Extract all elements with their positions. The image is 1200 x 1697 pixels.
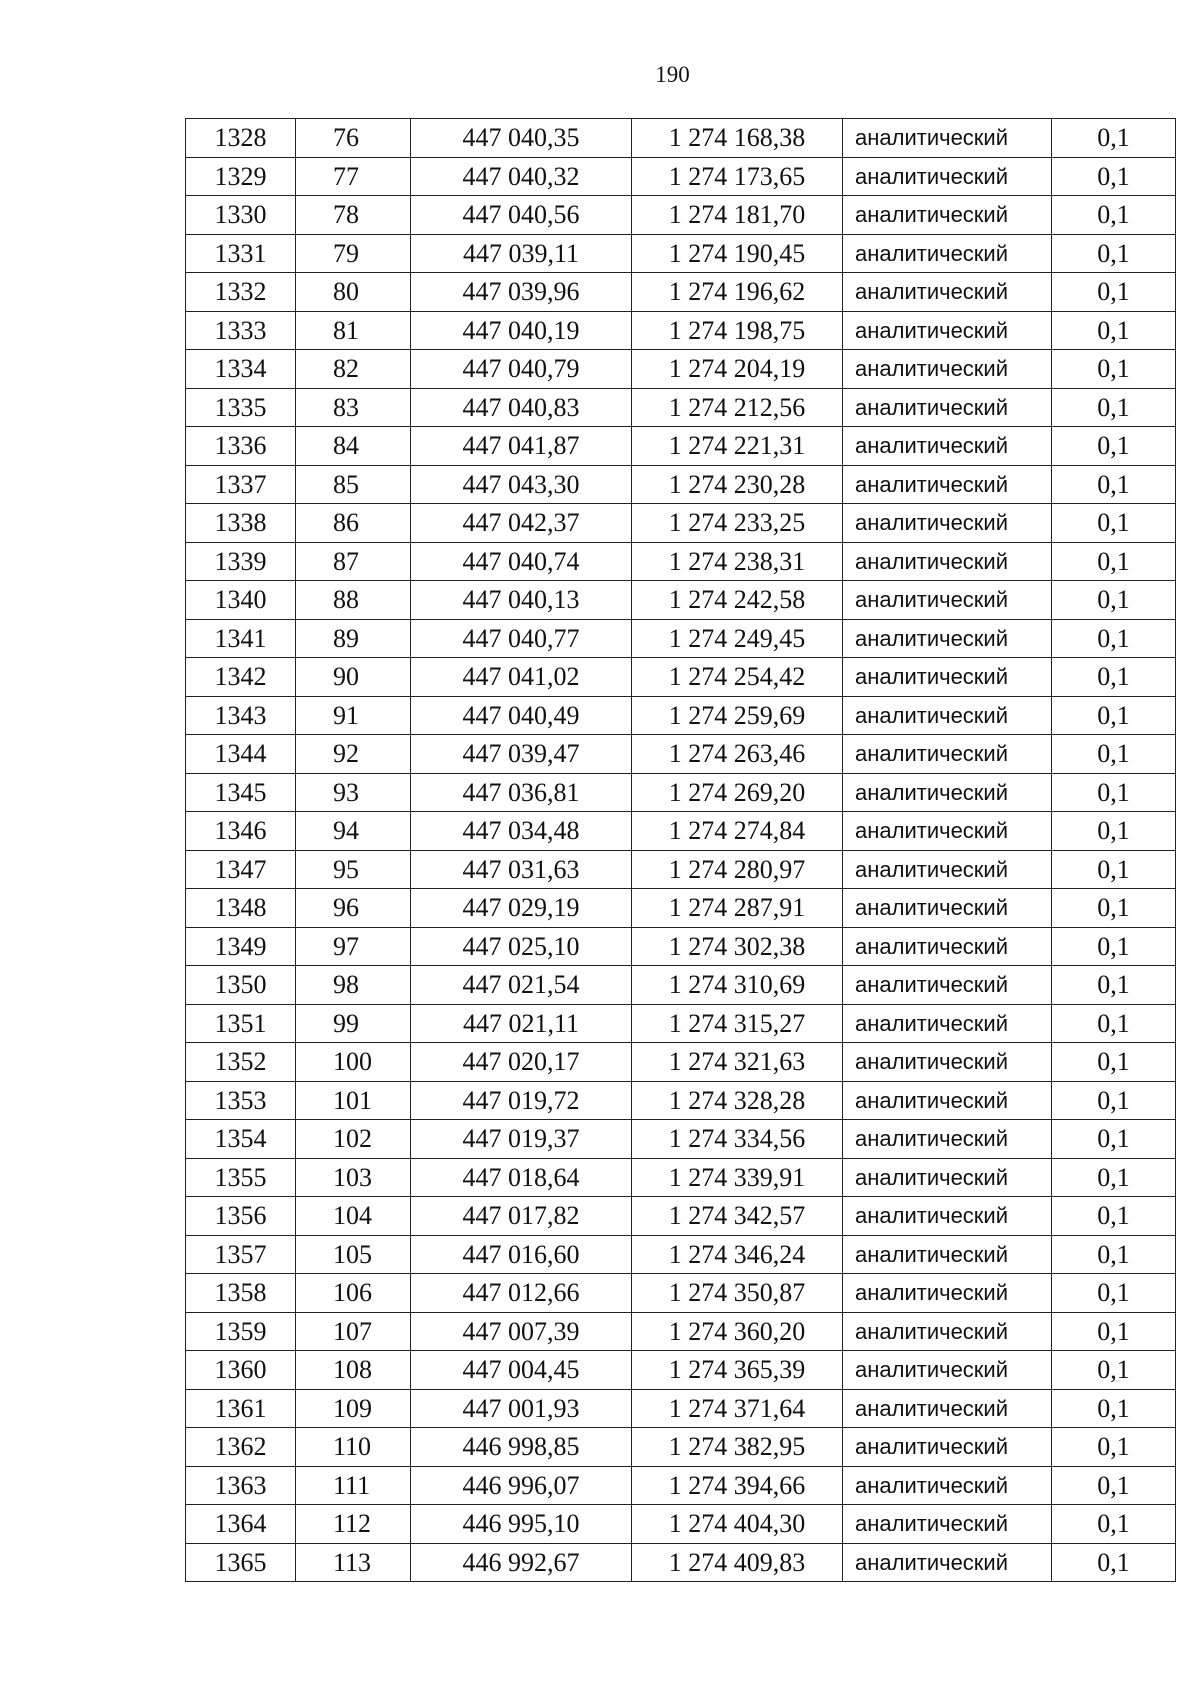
row-number-cell: 1356 — [186, 1197, 296, 1236]
point-number-cell: 92 — [296, 735, 411, 774]
y-coordinate-cell: 1 274 230,28 — [632, 465, 843, 504]
point-number-cell: 81 — [296, 311, 411, 350]
point-number-cell: 83 — [296, 388, 411, 427]
y-coordinate-cell: 1 274 339,91 — [632, 1158, 843, 1197]
point-number-cell: 89 — [296, 619, 411, 658]
method-cell: аналитический — [843, 1004, 1052, 1043]
point-number-cell: 84 — [296, 427, 411, 466]
y-coordinate-cell: 1 274 365,39 — [632, 1351, 843, 1390]
y-coordinate-cell: 1 274 233,25 — [632, 504, 843, 543]
row-number-cell: 1354 — [186, 1120, 296, 1159]
row-number-cell: 1349 — [186, 927, 296, 966]
accuracy-cell: 0,1 — [1052, 196, 1176, 235]
y-coordinate-cell: 1 274 198,75 — [632, 311, 843, 350]
row-number-cell: 1361 — [186, 1389, 296, 1428]
table-row — [186, 388, 1176, 427]
accuracy-cell: 0,1 — [1052, 388, 1176, 427]
method-cell: аналитический — [843, 658, 1052, 697]
table-row — [186, 1081, 1176, 1120]
table-row — [186, 1312, 1176, 1351]
row-number-cell: 1344 — [186, 735, 296, 774]
x-coordinate-cell: 446 995,10 — [411, 1505, 632, 1544]
row-number-cell: 1365 — [186, 1543, 296, 1582]
table-row — [186, 1389, 1176, 1428]
y-coordinate-cell: 1 274 196,62 — [632, 273, 843, 312]
method-cell: аналитический — [843, 234, 1052, 273]
point-number-cell: 99 — [296, 1004, 411, 1043]
method-cell: аналитический — [843, 773, 1052, 812]
accuracy-cell: 0,1 — [1052, 1158, 1176, 1197]
x-coordinate-cell: 446 998,85 — [411, 1428, 632, 1467]
row-number-cell: 1351 — [186, 1004, 296, 1043]
row-number-cell: 1339 — [186, 542, 296, 581]
row-number-cell: 1332 — [186, 273, 296, 312]
point-number-cell: 112 — [296, 1505, 411, 1544]
y-coordinate-cell: 1 274 302,38 — [632, 927, 843, 966]
y-coordinate-cell: 1 274 350,87 — [632, 1274, 843, 1313]
accuracy-cell: 0,1 — [1052, 273, 1176, 312]
method-cell: аналитический — [843, 1543, 1052, 1582]
row-number-cell: 1335 — [186, 388, 296, 427]
method-cell: аналитический — [843, 1197, 1052, 1236]
y-coordinate-cell: 1 274 204,19 — [632, 350, 843, 389]
x-coordinate-cell: 447 040,77 — [411, 619, 632, 658]
method-cell: аналитический — [843, 273, 1052, 312]
y-coordinate-cell: 1 274 269,20 — [632, 773, 843, 812]
point-number-cell: 88 — [296, 581, 411, 620]
row-number-cell: 1358 — [186, 1274, 296, 1313]
x-coordinate-cell: 447 040,32 — [411, 157, 632, 196]
method-cell: аналитический — [843, 1312, 1052, 1351]
y-coordinate-cell: 1 274 346,24 — [632, 1235, 843, 1274]
y-coordinate-cell: 1 274 371,64 — [632, 1389, 843, 1428]
x-coordinate-cell: 447 036,81 — [411, 773, 632, 812]
y-coordinate-cell: 1 274 238,31 — [632, 542, 843, 581]
table-row — [186, 1235, 1176, 1274]
accuracy-cell: 0,1 — [1052, 542, 1176, 581]
method-cell: аналитический — [843, 388, 1052, 427]
method-cell: аналитический — [843, 1120, 1052, 1159]
x-coordinate-cell: 447 016,60 — [411, 1235, 632, 1274]
row-number-cell: 1350 — [186, 966, 296, 1005]
accuracy-cell: 0,1 — [1052, 1389, 1176, 1428]
accuracy-cell: 0,1 — [1052, 735, 1176, 774]
x-coordinate-cell: 447 041,02 — [411, 658, 632, 697]
table-row — [186, 1543, 1176, 1582]
row-number-cell: 1342 — [186, 658, 296, 697]
y-coordinate-cell: 1 274 259,69 — [632, 696, 843, 735]
table-row — [186, 850, 1176, 889]
table-row — [186, 1197, 1176, 1236]
accuracy-cell: 0,1 — [1052, 1235, 1176, 1274]
accuracy-cell: 0,1 — [1052, 812, 1176, 851]
table-row — [186, 504, 1176, 543]
point-number-cell: 76 — [296, 119, 411, 158]
point-number-cell: 111 — [296, 1466, 411, 1505]
row-number-cell: 1336 — [186, 427, 296, 466]
x-coordinate-cell: 447 040,13 — [411, 581, 632, 620]
point-number-cell: 102 — [296, 1120, 411, 1159]
method-cell: аналитический — [843, 1274, 1052, 1313]
method-cell: аналитический — [843, 927, 1052, 966]
method-cell: аналитический — [843, 119, 1052, 158]
y-coordinate-cell: 1 274 242,58 — [632, 581, 843, 620]
row-number-cell: 1348 — [186, 889, 296, 928]
x-coordinate-cell: 446 996,07 — [411, 1466, 632, 1505]
x-coordinate-cell: 447 040,49 — [411, 696, 632, 735]
x-coordinate-cell: 447 001,93 — [411, 1389, 632, 1428]
table-row — [186, 1351, 1176, 1390]
method-cell: аналитический — [843, 504, 1052, 543]
x-coordinate-cell: 447 040,79 — [411, 350, 632, 389]
x-coordinate-cell: 447 040,35 — [411, 119, 632, 158]
row-number-cell: 1359 — [186, 1312, 296, 1351]
point-number-cell: 110 — [296, 1428, 411, 1467]
method-cell: аналитический — [843, 1043, 1052, 1082]
x-coordinate-cell: 447 025,10 — [411, 927, 632, 966]
point-number-cell: 87 — [296, 542, 411, 581]
row-number-cell: 1331 — [186, 234, 296, 273]
method-cell: аналитический — [843, 812, 1052, 851]
coordinates-table — [185, 118, 1176, 1582]
point-number-cell: 85 — [296, 465, 411, 504]
accuracy-cell: 0,1 — [1052, 157, 1176, 196]
y-coordinate-cell: 1 274 212,56 — [632, 388, 843, 427]
accuracy-cell: 0,1 — [1052, 311, 1176, 350]
table-row — [186, 465, 1176, 504]
point-number-cell: 109 — [296, 1389, 411, 1428]
row-number-cell: 1355 — [186, 1158, 296, 1197]
y-coordinate-cell: 1 274 310,69 — [632, 966, 843, 1005]
accuracy-cell: 0,1 — [1052, 350, 1176, 389]
row-number-cell: 1337 — [186, 465, 296, 504]
accuracy-cell: 0,1 — [1052, 696, 1176, 735]
method-cell: аналитический — [843, 350, 1052, 389]
point-number-cell: 82 — [296, 350, 411, 389]
accuracy-cell: 0,1 — [1052, 1274, 1176, 1313]
x-coordinate-cell: 447 021,11 — [411, 1004, 632, 1043]
x-coordinate-cell: 447 019,37 — [411, 1120, 632, 1159]
point-number-cell: 94 — [296, 812, 411, 851]
row-number-cell: 1340 — [186, 581, 296, 620]
row-number-cell: 1360 — [186, 1351, 296, 1390]
x-coordinate-cell: 447 041,87 — [411, 427, 632, 466]
x-coordinate-cell: 446 992,67 — [411, 1543, 632, 1582]
y-coordinate-cell: 1 274 254,42 — [632, 658, 843, 697]
accuracy-cell: 0,1 — [1052, 889, 1176, 928]
table-row — [186, 696, 1176, 735]
point-number-cell: 103 — [296, 1158, 411, 1197]
row-number-cell: 1346 — [186, 812, 296, 851]
method-cell: аналитический — [843, 465, 1052, 504]
table-row — [186, 311, 1176, 350]
x-coordinate-cell: 447 034,48 — [411, 812, 632, 851]
point-number-cell: 97 — [296, 927, 411, 966]
method-cell: аналитический — [843, 619, 1052, 658]
table-row — [186, 350, 1176, 389]
row-number-cell: 1357 — [186, 1235, 296, 1274]
accuracy-cell: 0,1 — [1052, 1197, 1176, 1236]
method-cell: аналитический — [843, 581, 1052, 620]
accuracy-cell: 0,1 — [1052, 427, 1176, 466]
table-row — [186, 927, 1176, 966]
y-coordinate-cell: 1 274 173,65 — [632, 157, 843, 196]
point-number-cell: 90 — [296, 658, 411, 697]
table-row — [186, 427, 1176, 466]
accuracy-cell: 0,1 — [1052, 1428, 1176, 1467]
method-cell: аналитический — [843, 542, 1052, 581]
point-number-cell: 113 — [296, 1543, 411, 1582]
y-coordinate-cell: 1 274 287,91 — [632, 889, 843, 928]
table-row — [186, 1505, 1176, 1544]
y-coordinate-cell: 1 274 274,84 — [632, 812, 843, 851]
x-coordinate-cell: 447 040,19 — [411, 311, 632, 350]
y-coordinate-cell: 1 274 181,70 — [632, 196, 843, 235]
table-row — [186, 619, 1176, 658]
method-cell: аналитический — [843, 196, 1052, 235]
row-number-cell: 1347 — [186, 850, 296, 889]
row-number-cell: 1353 — [186, 1081, 296, 1120]
table-row — [186, 658, 1176, 697]
accuracy-cell: 0,1 — [1052, 850, 1176, 889]
method-cell: аналитический — [843, 1158, 1052, 1197]
x-coordinate-cell: 447 012,66 — [411, 1274, 632, 1313]
page-number: 190 — [655, 62, 690, 87]
y-coordinate-cell: 1 274 280,97 — [632, 850, 843, 889]
table-body — [186, 119, 1176, 1582]
method-cell: аналитический — [843, 1505, 1052, 1544]
accuracy-cell: 0,1 — [1052, 1505, 1176, 1544]
method-cell: аналитический — [843, 311, 1052, 350]
y-coordinate-cell: 1 274 263,46 — [632, 735, 843, 774]
table-row — [186, 157, 1176, 196]
accuracy-cell: 0,1 — [1052, 619, 1176, 658]
accuracy-cell: 0,1 — [1052, 1312, 1176, 1351]
method-cell: аналитический — [843, 696, 1052, 735]
method-cell: аналитический — [843, 966, 1052, 1005]
x-coordinate-cell: 447 040,83 — [411, 388, 632, 427]
table-row — [186, 966, 1176, 1005]
accuracy-cell: 0,1 — [1052, 234, 1176, 273]
y-coordinate-cell: 1 274 394,66 — [632, 1466, 843, 1505]
point-number-cell: 78 — [296, 196, 411, 235]
x-coordinate-cell: 447 040,56 — [411, 196, 632, 235]
accuracy-cell: 0,1 — [1052, 966, 1176, 1005]
point-number-cell: 96 — [296, 889, 411, 928]
table-row — [186, 1004, 1176, 1043]
x-coordinate-cell: 447 040,74 — [411, 542, 632, 581]
accuracy-cell: 0,1 — [1052, 658, 1176, 697]
row-number-cell: 1329 — [186, 157, 296, 196]
table-row — [186, 1274, 1176, 1313]
x-coordinate-cell: 447 029,19 — [411, 889, 632, 928]
table-row — [186, 119, 1176, 158]
accuracy-cell: 0,1 — [1052, 581, 1176, 620]
y-coordinate-cell: 1 274 190,45 — [632, 234, 843, 273]
table-row — [186, 273, 1176, 312]
row-number-cell: 1352 — [186, 1043, 296, 1082]
row-number-cell: 1345 — [186, 773, 296, 812]
method-cell: аналитический — [843, 1428, 1052, 1467]
row-number-cell: 1362 — [186, 1428, 296, 1467]
accuracy-cell: 0,1 — [1052, 1466, 1176, 1505]
y-coordinate-cell: 1 274 382,95 — [632, 1428, 843, 1467]
accuracy-cell: 0,1 — [1052, 927, 1176, 966]
table-row — [186, 1120, 1176, 1159]
x-coordinate-cell: 447 004,45 — [411, 1351, 632, 1390]
row-number-cell: 1343 — [186, 696, 296, 735]
table-row — [186, 1466, 1176, 1505]
point-number-cell: 100 — [296, 1043, 411, 1082]
point-number-cell: 104 — [296, 1197, 411, 1236]
row-number-cell: 1328 — [186, 119, 296, 158]
x-coordinate-cell: 447 019,72 — [411, 1081, 632, 1120]
y-coordinate-cell: 1 274 334,56 — [632, 1120, 843, 1159]
table-row — [186, 542, 1176, 581]
row-number-cell: 1364 — [186, 1505, 296, 1544]
x-coordinate-cell: 447 018,64 — [411, 1158, 632, 1197]
method-cell: аналитический — [843, 850, 1052, 889]
table-row — [186, 196, 1176, 235]
table-row — [186, 812, 1176, 851]
y-coordinate-cell: 1 274 249,45 — [632, 619, 843, 658]
y-coordinate-cell: 1 274 360,20 — [632, 1312, 843, 1351]
point-number-cell: 91 — [296, 696, 411, 735]
table-row — [186, 735, 1176, 774]
method-cell: аналитический — [843, 427, 1052, 466]
point-number-cell: 105 — [296, 1235, 411, 1274]
method-cell: аналитический — [843, 1351, 1052, 1390]
y-coordinate-cell: 1 274 328,28 — [632, 1081, 843, 1120]
y-coordinate-cell: 1 274 315,27 — [632, 1004, 843, 1043]
row-number-cell: 1334 — [186, 350, 296, 389]
accuracy-cell: 0,1 — [1052, 1351, 1176, 1390]
x-coordinate-cell: 447 017,82 — [411, 1197, 632, 1236]
row-number-cell: 1338 — [186, 504, 296, 543]
method-cell: аналитический — [843, 889, 1052, 928]
x-coordinate-cell: 447 042,37 — [411, 504, 632, 543]
table-row — [186, 581, 1176, 620]
x-coordinate-cell: 447 021,54 — [411, 966, 632, 1005]
x-coordinate-cell: 447 039,96 — [411, 273, 632, 312]
accuracy-cell: 0,1 — [1052, 1120, 1176, 1159]
table-row — [186, 1158, 1176, 1197]
point-number-cell: 79 — [296, 234, 411, 273]
table-row — [186, 1428, 1176, 1467]
row-number-cell: 1330 — [186, 196, 296, 235]
point-number-cell: 93 — [296, 773, 411, 812]
row-number-cell: 1333 — [186, 311, 296, 350]
table-row — [186, 1043, 1176, 1082]
accuracy-cell: 0,1 — [1052, 465, 1176, 504]
point-number-cell: 106 — [296, 1274, 411, 1313]
row-number-cell: 1341 — [186, 619, 296, 658]
point-number-cell: 98 — [296, 966, 411, 1005]
method-cell: аналитический — [843, 1235, 1052, 1274]
accuracy-cell: 0,1 — [1052, 504, 1176, 543]
method-cell: аналитический — [843, 157, 1052, 196]
accuracy-cell: 0,1 — [1052, 119, 1176, 158]
table-row — [186, 773, 1176, 812]
accuracy-cell: 0,1 — [1052, 1543, 1176, 1582]
accuracy-cell: 0,1 — [1052, 1081, 1176, 1120]
y-coordinate-cell: 1 274 404,30 — [632, 1505, 843, 1544]
y-coordinate-cell: 1 274 321,63 — [632, 1043, 843, 1082]
point-number-cell: 101 — [296, 1081, 411, 1120]
y-coordinate-cell: 1 274 342,57 — [632, 1197, 843, 1236]
y-coordinate-cell: 1 274 409,83 — [632, 1543, 843, 1582]
point-number-cell: 77 — [296, 157, 411, 196]
point-number-cell: 95 — [296, 850, 411, 889]
table-row — [186, 889, 1176, 928]
method-cell: аналитический — [843, 735, 1052, 774]
x-coordinate-cell: 447 043,30 — [411, 465, 632, 504]
x-coordinate-cell: 447 020,17 — [411, 1043, 632, 1082]
table-row — [186, 234, 1176, 273]
y-coordinate-cell: 1 274 168,38 — [632, 119, 843, 158]
row-number-cell: 1363 — [186, 1466, 296, 1505]
accuracy-cell: 0,1 — [1052, 1004, 1176, 1043]
x-coordinate-cell: 447 031,63 — [411, 850, 632, 889]
method-cell: аналитический — [843, 1389, 1052, 1428]
point-number-cell: 86 — [296, 504, 411, 543]
x-coordinate-cell: 447 007,39 — [411, 1312, 632, 1351]
accuracy-cell: 0,1 — [1052, 1043, 1176, 1082]
point-number-cell: 80 — [296, 273, 411, 312]
point-number-cell: 107 — [296, 1312, 411, 1351]
point-number-cell: 108 — [296, 1351, 411, 1390]
method-cell: аналитический — [843, 1081, 1052, 1120]
y-coordinate-cell: 1 274 221,31 — [632, 427, 843, 466]
x-coordinate-cell: 447 039,11 — [411, 234, 632, 273]
x-coordinate-cell: 447 039,47 — [411, 735, 632, 774]
accuracy-cell: 0,1 — [1052, 773, 1176, 812]
method-cell: аналитический — [843, 1466, 1052, 1505]
